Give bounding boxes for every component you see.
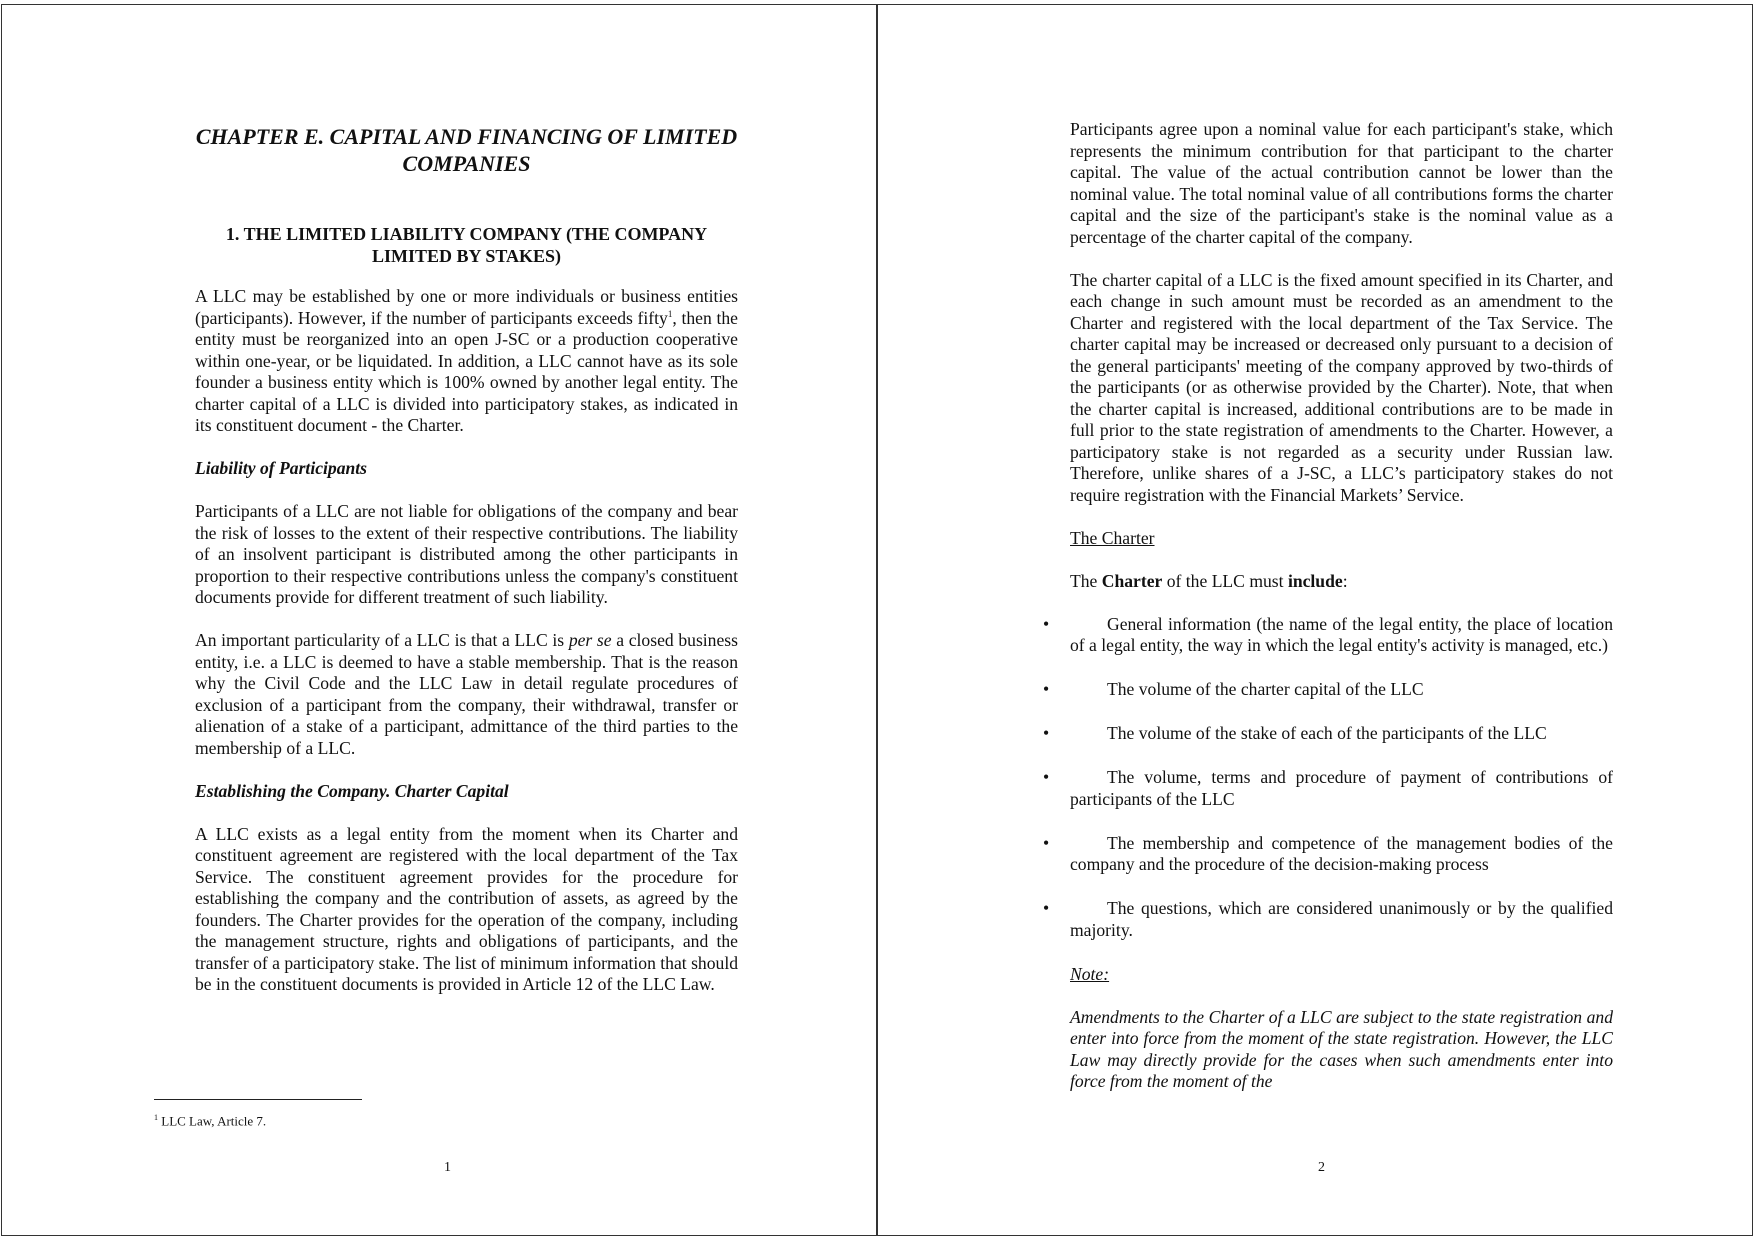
page-2-body — [1070, 119, 1613, 1114]
note-label: Note: — [1070, 963, 1110, 984]
charter-heading: The Charter — [1070, 527, 1155, 548]
charter-capital-paragraph: The charter capital of a LLC is the fixed amount specified in its Charter, and each change in such amount must be recorded as an amendment to the Charter and registered with the local department of the Tax Service. The charter capital may be increased or decreased only pursuant to a decision of the general participants' meeting of the company approved by two-thirds of the participants (or as otherwise provided by the Charter). Note, that when the charter capital is increased, additional contributions are to be made in full prior to the state registration of amendments to the Charter. However, a participatory stake is not regarded as a security under Russian law. Therefore, unlike shares of a J-SC, a LLC’s participatory stakes do not require registration with the Financial Markets’ Service. — [1070, 269, 1613, 505]
charter-requirements-list — [1070, 614, 1613, 942]
closed-text-1: An important particularity of a LLC is that a LLC is — [195, 630, 569, 650]
list-item: • The volume of the charter capital of the LLC — [1070, 679, 1613, 701]
footnote-text: LLC Law, Article 7. — [158, 1113, 267, 1129]
must-text-3: : — [1342, 570, 1348, 591]
page-1 — [1, 4, 877, 1236]
nominal-value-paragraph: Participants agree upon a nominal value for each participant's stake, which represents the minimum contribution for that participant to the charter capital. The value of the actual contribution cannot be lower than the nominal value. The total nominal value of all contributions forms the charter capital and the size of the participant's stake is the nominal value as a percentage of the charter capital of the company. — [1070, 119, 1613, 247]
intro-text-2: , then the entity must be reorganized into an open J-SC or a production cooperative within one-year, or be liquidated. In addition, a LLC cannot have as its sole founder a business entity which is 100% owned by another legal entity. The charter capital of a LLC is divided into participatory stakes, as indicated in its constituent document - the Charter. — [195, 307, 738, 435]
must-bold-include: include — [1287, 570, 1343, 591]
page-1-body — [195, 123, 738, 1017]
chapter-title: CHAPTER E. CAPITAL AND FINANCING OF LIMITED COMPANIES — [195, 124, 738, 176]
list-item: • General information (the name of the legal entity, the place of location of a legal entity, the way in which the legal entity's activity is managed, etc.) — [1070, 614, 1613, 657]
page-number: 2 — [1318, 1160, 1325, 1175]
establishing-heading: Establishing the Company. Charter Capital — [195, 780, 509, 801]
closed-text-italic: per se — [568, 630, 612, 650]
must-bold-charter: Charter — [1101, 570, 1163, 591]
liability-heading: Liability of Participants — [195, 458, 368, 478]
closed-text-2: a closed business entity, i.e. a LLC is deemed to have a stable membership. That is the reason why the Civil Code and the LLC Law in detail regulate procedures of exclusion of a participant from the company, their withdrawal, transfer or alienation of a stake of a participant, admittance of the third parties to the membership of a LLC. — [195, 630, 738, 758]
note-paragraph: Amendments to the Charter of a LLC are subject to the state registration and enter into force from the moment of the state registration. However, the LLC Law may directly provide for the cases when such amendments enter into force from the moment of the — [1070, 1006, 1613, 1091]
liability-paragraph: Participants of a LLC are not liable for obligations of the company and bear the risk of losses to the extent of their respective contributions. The liability of an insolvent participant is distributed among the other participants in proportion to their respective contributions unless the company's constituent documents provide for different treatment of such liability. — [195, 501, 738, 607]
page-number: 1 — [444, 1160, 451, 1175]
footnote-reference[interactable]: 1 — [667, 308, 673, 319]
charter-must-include — [1070, 571, 1613, 593]
footnote — [154, 1110, 266, 1129]
footnote-separator — [154, 1099, 362, 1100]
list-item: • The questions, which are considered unanimously or by the qualified majority. — [1070, 898, 1613, 941]
page-2 — [877, 4, 1753, 1236]
list-item: • The volume, terms and procedure of payment of contributions of participants of the LLC — [1070, 767, 1613, 810]
section-title: 1. THE LIMITED LIABILITY COMPANY (THE COMPANY LIMITED BY STAKES) — [225, 224, 708, 266]
intro-paragraph — [195, 286, 738, 437]
list-item: • The volume of the stake of each of the participants of the LLC — [1070, 723, 1613, 745]
list-item: • The membership and competence of the management bodies of the company and the procedure of the decision-making process — [1070, 833, 1613, 876]
must-text-2: of the LLC must — [1162, 570, 1288, 591]
closed-entity-paragraph — [195, 630, 738, 759]
intro-text-1: A LLC may be established by one or more individuals or business entities (participants). However, if the number of participants exceeds fifty — [195, 286, 738, 328]
must-text-1: The — [1070, 570, 1102, 591]
establishing-paragraph: A LLC exists as a legal entity from the moment when its Charter and constituent agreement are registered with the local department of the Tax Service. The constituent agreement provides for the procedure for establishing the company and the contribution of assets, as agreed by the founders. The Charter provides for the operation of the company, including the management structure, rights and obligations of participants, and the transfer of a participatory stake. The list of minimum information that should be in the constituent documents is provided in Article 12 of the LLC Law. — [195, 823, 739, 994]
footnote-marker: 1 — [154, 1113, 158, 1122]
